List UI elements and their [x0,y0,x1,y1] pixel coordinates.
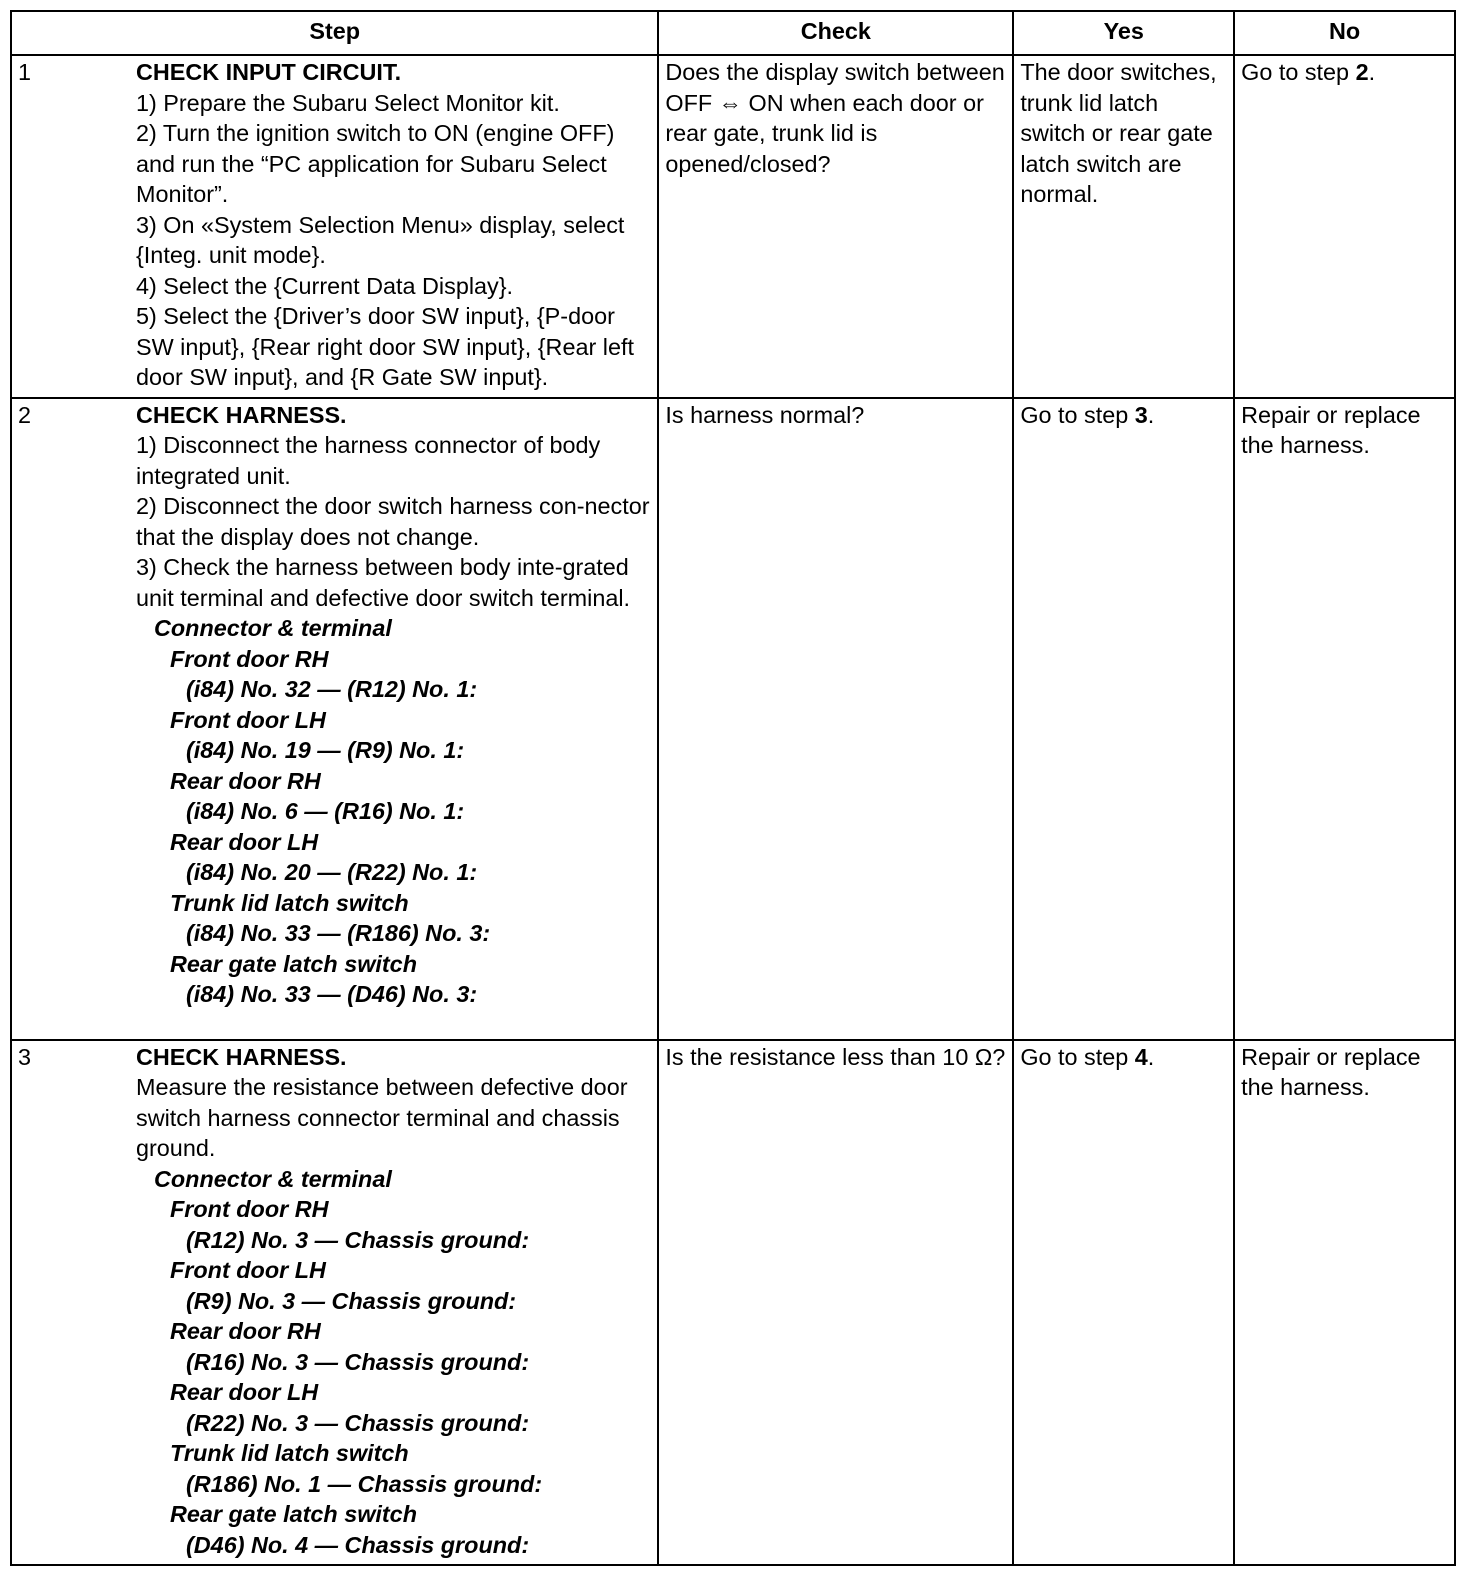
instruction-line: 2) Disconnect the door switch harness con-nector that the display does not change. [136,493,650,550]
no-cell: Repair or replace the harness. [1234,1040,1455,1566]
step-cell [11,1040,658,1566]
step-cell [11,55,658,398]
step-title: CHECK HARNESS. [136,1043,347,1070]
yes-cell: The door switches, trunk lid latch switch or rear gate latch switch are normal. [1013,55,1234,398]
instruction-line: 3) Check the harness between body inte-grated unit terminal and defective door switch terminal. [136,554,631,611]
table-row-step-3 [11,1040,1455,1566]
step-number: 3 [18,1043,32,1070]
yes-cell [1013,398,1234,1040]
connector-value: (i84) No. 6 — (R16) No. 1: [186,798,465,824]
no-cell [1234,55,1455,398]
connector-label: Rear door LH [170,828,319,855]
connector-value: (i84) No. 19 — (R9) No. 1: [186,737,465,763]
check-cell: Is harness normal? [658,398,1013,1040]
instruction-line: 1) Disconnect the harness connector of body integrated unit. [136,432,601,489]
instruction-line: 1) Prepare the Subaru Select Monitor kit. [136,89,560,116]
connector-label: Front door RH [170,645,329,672]
yes-step-ref: 4 [1134,1043,1148,1070]
connector-label: Rear gate latch switch [170,950,417,977]
instruction-line: 4) Select the {Current Data Display}. [136,272,514,299]
connector-label: Front door LH [170,706,326,733]
header-yes: Yes [1013,11,1234,55]
no-suffix: . [1368,59,1376,85]
connector-value: (R186) No. 1 — Chassis ground: [186,1470,543,1497]
connector-label: Trunk lid latch switch [170,889,409,916]
no-cell: Repair or replace the harness. [1234,398,1455,1040]
header-check: Check [658,11,1013,55]
yes-cell [1013,1040,1234,1566]
instruction-line: 5) Select the {Driver’s door SW input}, {P-door SW input}, {Rear right door SW input}, {Rear left door SW input}, and {R Gate SW input}. [136,303,634,390]
header-step: Step [11,11,658,55]
header-no: No [1234,11,1455,55]
connector-value: (i84) No. 33 — (D46) No. 3: [186,981,478,1007]
yes-prefix: Go to step [1020,401,1135,428]
connector-value: (i84) No. 33 — (R186) No. 3: [186,920,491,946]
instruction-line: 3) On «System Selection Menu» display, select {Integ. unit mode}. [136,211,625,268]
check-cell: Is the resistance less than 10 Ω? [658,1040,1013,1566]
table-row-step-2 [11,398,1455,1040]
connector-value: (R16) No. 3 — Chassis ground: [186,1348,530,1375]
connector-value: (R22) No. 3 — Chassis ground: [186,1409,530,1436]
connector-label: Rear door RH [170,1318,321,1344]
connector-label: Front door RH [170,1196,329,1222]
connector-heading: Connector & terminal [154,615,392,641]
connector-value: (D46) No. 4 — Chassis ground: [186,1531,530,1558]
connector-value: (R9) No. 3 — Chassis ground: [186,1287,517,1314]
connector-label: Front door LH [170,1257,326,1283]
connector-value: (i84) No. 20 — (R22) No. 1: [186,859,478,885]
instruction-line: Measure the resistance between defective door switch harness connector terminal and chassis ground. [136,1074,628,1161]
diagnostic-table [10,10,1456,1566]
connector-heading: Connector & terminal [154,1165,392,1192]
step-title: CHECK INPUT CIRCUIT. [136,59,402,85]
no-step-ref: 2 [1355,59,1369,85]
step-number: 1 [18,59,32,85]
connector-label: Trunk lid latch switch [170,1440,409,1466]
header-row [11,11,1455,55]
step-title: CHECK HARNESS. [136,401,347,428]
step-number: 2 [18,401,32,428]
instruction-line: 2) Turn the ignition switch to ON (engine OFF) and run the “PC application for Subaru Select Monitor”. [136,120,615,207]
step-cell [11,398,658,1040]
connector-label: Rear door LH [170,1379,319,1405]
table-row-step-1 [11,55,1455,398]
no-prefix: Go to step [1241,59,1356,85]
check-cell: Does the display switch between OFF ⇔ ON when each door or rear gate, trunk lid is opened/closed? [658,55,1013,398]
connector-value: (i84) No. 32 — (R12) No. 1: [186,676,478,702]
yes-step-ref: 3 [1134,401,1148,428]
connector-label: Rear door RH [170,767,321,794]
yes-prefix: Go to step [1020,1043,1135,1070]
connector-label: Rear gate latch switch [170,1501,417,1527]
yes-suffix: . [1147,401,1155,428]
connector-value: (R12) No. 3 — Chassis ground: [186,1226,530,1253]
yes-suffix: . [1147,1043,1155,1070]
